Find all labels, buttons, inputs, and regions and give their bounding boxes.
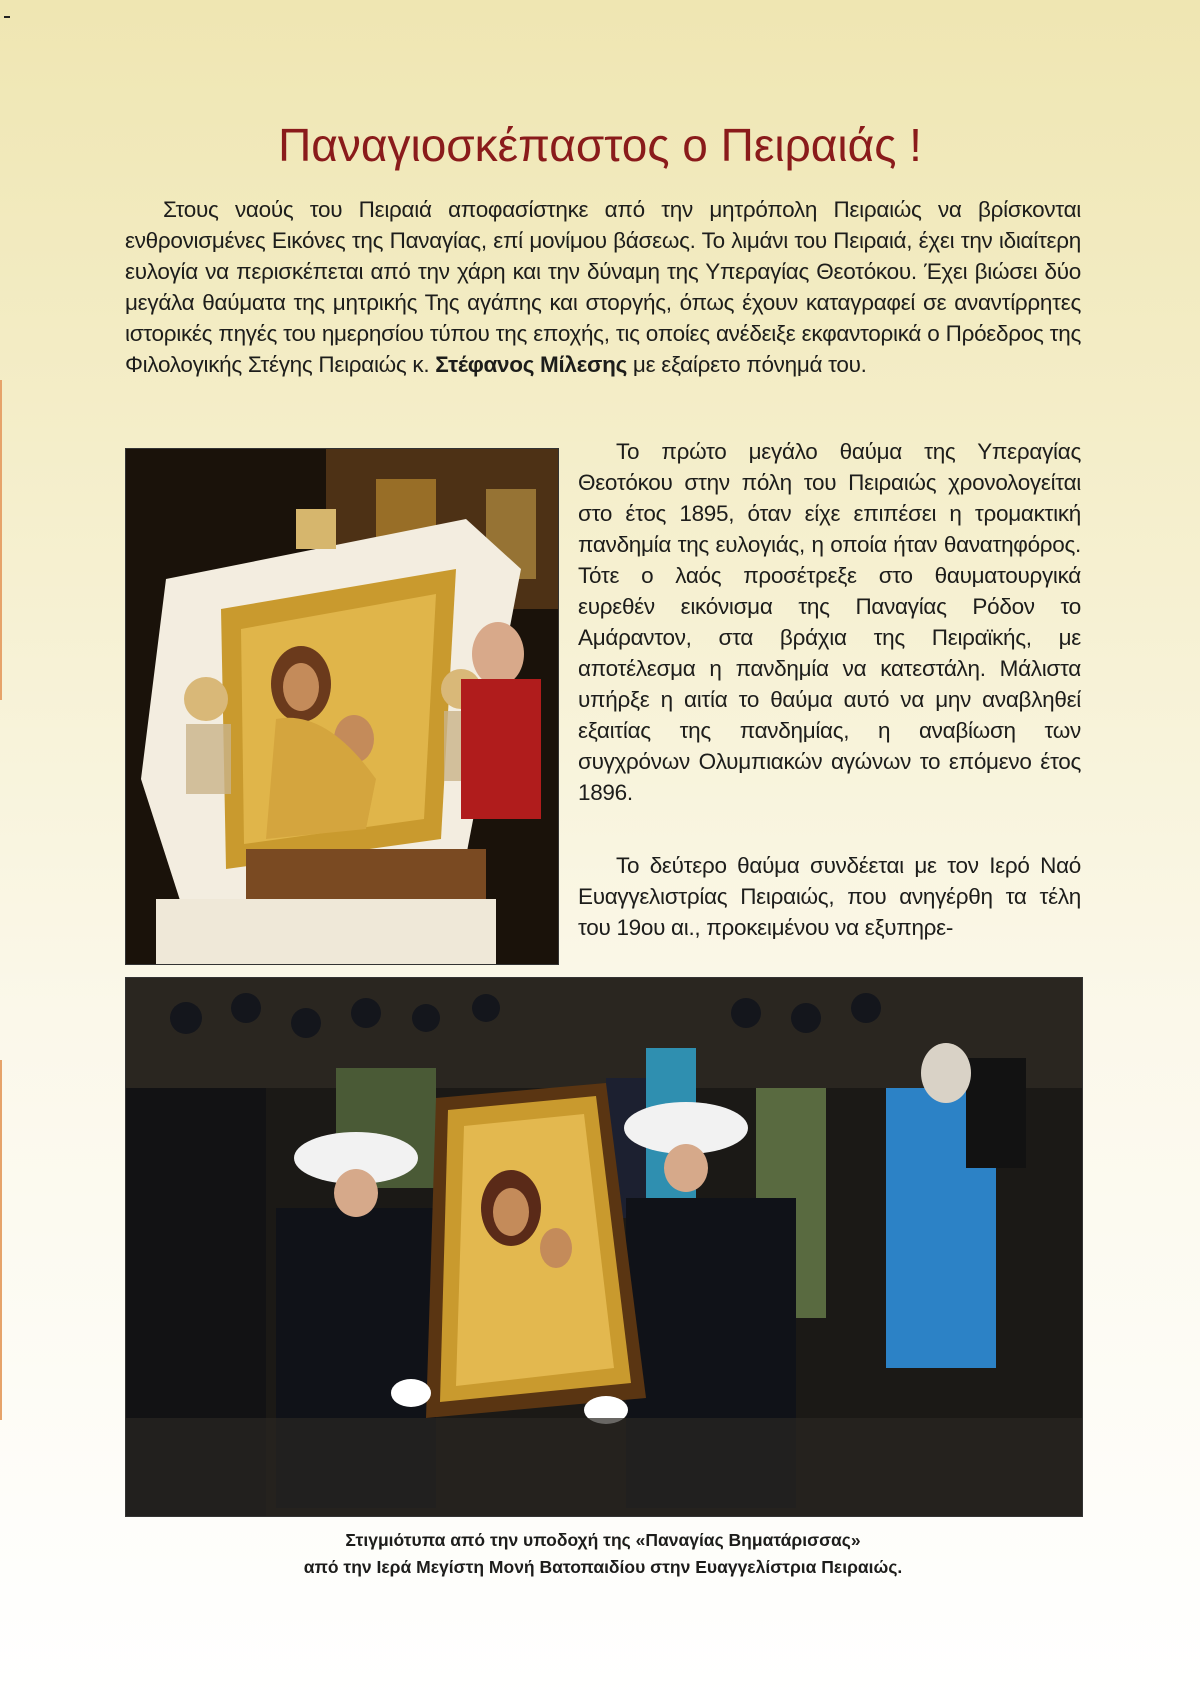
miracle-1-paragraph: Το πρώτο μεγάλο θαύμα της Υπεραγίας Θεοτόκου στην πόλη του Πειραιώς χρονολογείται στο έτος 1895, όταν είχε επιπέσει η τρομακτική πανδημία της ευλογιάς, η οποία ήταν θανατηφόρος. Τότε ο λαός προσέτρεξε στο θαυματουργικά ευρεθέν εικόνισμα της Παναγίας Ρόδον το Αμάραντον, στα βράχια της Πειραϊκής, με αποτέλεσμα η πανδημία να κατεστάλη. Μάλιστα υπήρξε η αιτία το θαύμα αυτό να μην αναβληθεί εξαιτίας της πανδημίας, η αναβίωση των συγχρόνων Ολυμπιακών αγώνων το επόμενο έτος 1896. bbox=[578, 439, 1081, 805]
procession-photo bbox=[125, 977, 1083, 1517]
page-mark bbox=[4, 16, 10, 18]
left-edge-stripe bbox=[0, 1060, 2, 1420]
caption-line-1: Στιγμιότυπα από την υποδοχή της «Παναγίας Βηματάρισσας» bbox=[345, 1530, 861, 1550]
intro-paragraph bbox=[125, 194, 1081, 380]
procession-photo-illustration bbox=[126, 978, 1082, 1516]
photo-caption bbox=[125, 1527, 1081, 1581]
intro-text-end: με εξαίρετο πόνημά του. bbox=[626, 352, 867, 377]
left-edge-stripe bbox=[0, 380, 2, 700]
intro-text: Στους ναούς του Πειραιά αποφασίστηκε από την μητρόπολη Πειραιώς να βρίσκονται ενθρονισμένες Εικόνες της Παναγίας, επί μονίμου βάσεως. Το λιμάνι του Πειραιά, έχει την ιδιαίτερη ευλογία να περισκέπεται από την χάρη και την δύναμη της Υπεραγίας Θεοτόκου. Έχει βιώσει δύο μεγάλα θαύματα της μητρικής Της αγάπης και στοργής, όπως έχουν καταγραφεί σε αναντίρρητες ιστορικές πηγές του ημερησίου τύπου της εποχής, τις οποίες ανέδειξε εκφαντορικά ο Πρόεδρος της Φιλολογικής Στέγης Πειραιώς κ. bbox=[125, 197, 1081, 377]
miracle-2-paragraph: Το δεύτερο θαύμα συνδέεται με τον Ιερό Ναό Ευαγγελιστρίας Πειραιώς, που ανηγέρθη τα τέλη του 19ου αι., προκειμένου να εξυπηρε- bbox=[578, 853, 1081, 940]
icon-photo bbox=[125, 448, 559, 965]
icon-photo-illustration bbox=[126, 449, 558, 964]
author-name: Στέφανος Μίλεσης bbox=[435, 352, 627, 377]
caption-line-2: από την Ιερά Μεγίστη Μονή Βατοπαιδίου στην Ευαγγελίστρια Πειραιώς. bbox=[303, 1557, 903, 1577]
article-title: Παναγιοσκέπαστος ο Πειραιάς ! bbox=[278, 119, 922, 171]
